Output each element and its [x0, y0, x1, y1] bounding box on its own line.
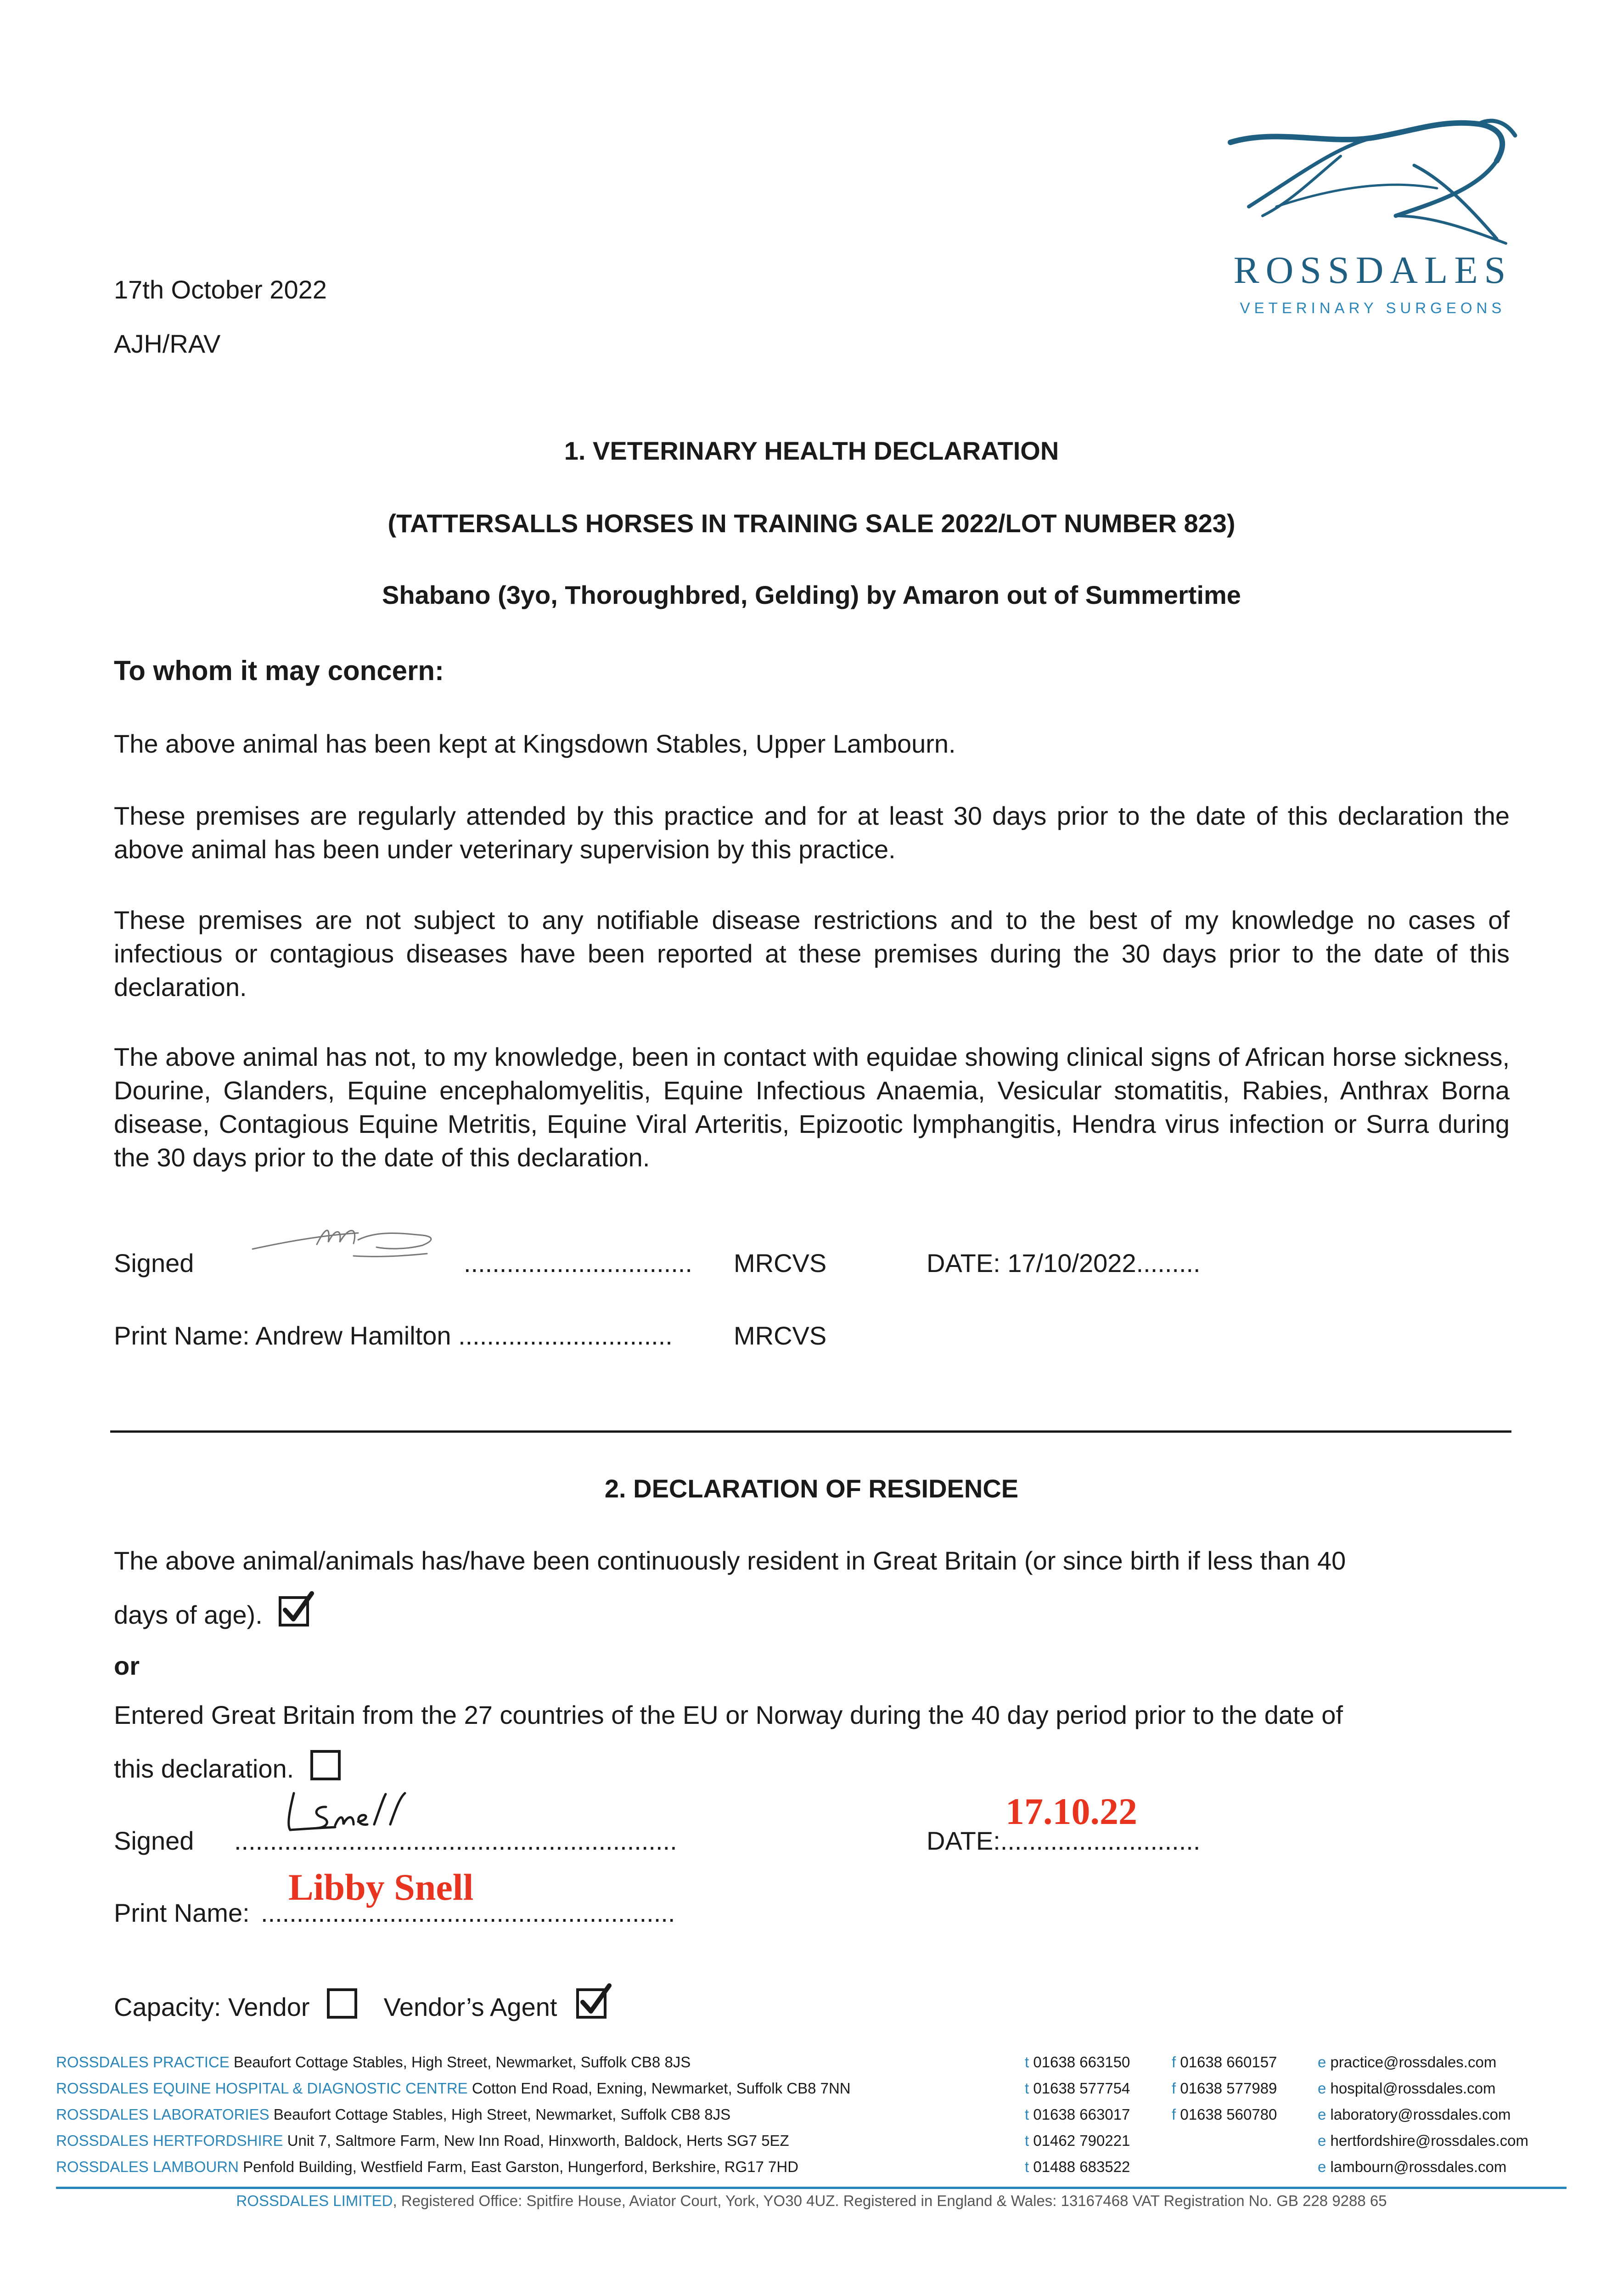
residence-line-2-text: days of age). — [114, 1600, 263, 1629]
rossdales-logo — [1221, 110, 1524, 331]
paragraph-supervision: These premises are regularly attended by this practice and for at least 30 days prior to the date of this declaration the above animal has been under veterinary supervision by this practice. — [114, 801, 1510, 864]
checkmark-icon — [577, 1983, 614, 2020]
fax-hospital: 01638 577989 — [1180, 2080, 1277, 2097]
vet-mrcvs-label: MRCVS — [734, 1249, 827, 1277]
footer-registered-office — [0, 2188, 1623, 2214]
limited-text: , Registered Office: Spitfire House, Aviator Court, York, YO30 4UZ. Registered in England & Wales: 13167468 VAT Registration No. GB 228 9288 65 — [393, 2192, 1387, 2209]
checkmark-icon — [280, 1591, 316, 1627]
footer-phone — [1025, 2101, 1130, 2127]
footer-phone — [1025, 2154, 1130, 2180]
email-practice[interactable]: practice@rossdales.com — [1330, 2054, 1497, 2071]
handwritten-name: Libby Snell — [288, 1866, 474, 1908]
fax-prefix: f — [1172, 2106, 1176, 2123]
paragraph-diseases: The above animal has not, to my knowledge, been in contact with equidae showing clinical signs of African horse sickness, Dourine, Glanders, Equine encephalomyelitis, Equine Infectious Anaemia, Vesicular stomatitis, Rabies, Anthrax Borna disease, Contagious Equine Metritis, Equine Viral Arteritis, Epizootic lymphangitis, Hendra virus infection or Surra during the 30 days prior to the date of this declaration. — [114, 1042, 1510, 1172]
vet-signature — [248, 1217, 459, 1267]
phone-hertfordshire: 01462 790221 — [1033, 2132, 1130, 2149]
vet-print-name: Print Name: Andrew Hamilton .............................. — [114, 1321, 673, 1350]
residence-line-2 — [114, 1596, 309, 1632]
footer-practice-address: Beaufort Cottage Stables, High Street, Newmarket, Suffolk CB8 8JS — [229, 2054, 691, 2071]
vendor-checkbox[interactable] — [327, 1988, 357, 2019]
agent-signed-dots: .............................................................. — [234, 1826, 677, 1855]
email-prefix: e — [1318, 2106, 1326, 2123]
footer-email — [1318, 2049, 1496, 2075]
paragraph-notifiable: These premises are not subject to any notifiable disease restrictions and to the best of my knowledge no cases of infectious or contagious diseases have been reported at these premises during the 30 days prior to the date of this declaration. — [114, 906, 1510, 1002]
footer-row — [56, 2154, 798, 2180]
footer-phone — [1025, 2075, 1130, 2101]
phone-lambourn: 01488 683522 — [1033, 2158, 1130, 2175]
vet-mrcvs-label-2: MRCVS — [734, 1321, 827, 1350]
entered-line-2-text: this declaration. — [114, 1754, 294, 1783]
email-prefix: e — [1318, 2132, 1326, 2149]
footer-practice-name: ROSSDALES PRACTICE — [56, 2054, 230, 2071]
fax-laboratories: 01638 560780 — [1180, 2106, 1277, 2123]
footer-row — [56, 2127, 789, 2154]
fax-prefix: f — [1172, 2080, 1176, 2097]
email-prefix: e — [1318, 2080, 1326, 2097]
email-hertfordshire[interactable]: hertfordshire@rossdales.com — [1330, 2132, 1529, 2149]
footer-laboratories-address: Beaufort Cottage Stables, High Street, Newmarket, Suffolk CB8 8JS — [269, 2106, 731, 2123]
entered-line-1: Entered Great Britain from the 27 countries of the EU or Norway during the 40 day period prior to the date of — [114, 1700, 1343, 1729]
section1-title: 1. VETERINARY HEALTH DECLARATION — [564, 436, 1059, 465]
email-prefix: e — [1318, 2054, 1326, 2071]
footer-email — [1318, 2075, 1496, 2101]
footer-lambourn-name: ROSSDALES LAMBOURN — [56, 2158, 239, 2175]
footer-fax — [1172, 2049, 1277, 2075]
horse-description: Shabano (3yo, Thoroughbred, Gelding) by Amaron out of Summertime — [382, 580, 1241, 609]
footer-row — [56, 2101, 730, 2127]
footer-row — [56, 2075, 851, 2101]
agent-date-label: DATE:............................ — [927, 1826, 1201, 1855]
section-divider — [110, 1430, 1511, 1433]
footer-laboratories-name: ROSSDALES LABORATORIES — [56, 2106, 270, 2123]
footer-lambourn-address: Penfold Building, Westfield Farm, East Garston, Hungerford, Berkshire, RG17 7HD — [238, 2158, 799, 2175]
footer-hertfordshire-address: Unit 7, Saltmore Farm, New Inn Road, Hinxworth, Baldock, Herts SG7 5EZ — [283, 2132, 789, 2149]
email-prefix: e — [1318, 2158, 1326, 2175]
email-lambourn[interactable]: lambourn@rossdales.com — [1330, 2158, 1507, 2175]
paragraph-premises: The above animal has been kept at Kingsdown Stables, Upper Lambourn. — [114, 729, 956, 758]
email-hospital[interactable]: hospital@rossdales.com — [1330, 2080, 1496, 2097]
handwritten-date: 17.10.22 — [1005, 1790, 1137, 1832]
footer-fax — [1172, 2075, 1277, 2101]
horse-logo-icon — [1221, 110, 1524, 248]
entered-line-2 — [114, 1750, 341, 1785]
vet-signed-dots: ................................ — [464, 1249, 692, 1277]
letter-reference: AJH/RAV — [114, 329, 221, 358]
footer-hertfordshire-name: ROSSDALES HERTFORDSHIRE — [56, 2132, 283, 2149]
residence-line-1: The above animal/animals has/have been continuously resident in Great Britain (or since birth if less than 40 — [114, 1546, 1346, 1575]
footer-hospital-name: ROSSDALES EQUINE HOSPITAL & DIAGNOSTIC CENTRE — [56, 2080, 468, 2097]
footer-fax — [1172, 2101, 1277, 2127]
fax-prefix: f — [1172, 2054, 1176, 2071]
footer — [0, 2049, 1623, 2233]
phone-laboratories: 01638 663017 — [1033, 2106, 1130, 2123]
footer-hospital-address: Cotton End Road, Exning, Newmarket, Suffolk CB8 7NN — [467, 2080, 851, 2097]
footer-email — [1318, 2127, 1528, 2154]
agent-signed-label: Signed — [114, 1826, 194, 1855]
footer-email — [1318, 2154, 1506, 2180]
entered-checkbox[interactable] — [310, 1750, 341, 1780]
agent-print-label: Print Name: — [114, 1898, 250, 1927]
section1-subtitle: (TATTERSALLS HORSES IN TRAINING SALE 2022/LOT NUMBER 823) — [387, 509, 1236, 538]
or-separator: or — [114, 1651, 140, 1680]
phone-prefix: t — [1025, 2106, 1029, 2123]
limited-name: ROSSDALES LIMITED — [236, 2192, 393, 2209]
resident-checkbox[interactable] — [279, 1596, 309, 1626]
email-laboratories[interactable]: laboratory@rossdales.com — [1330, 2106, 1511, 2123]
phone-practice: 01638 663150 — [1033, 2054, 1130, 2071]
letter-date: 17th October 2022 — [114, 275, 327, 304]
footer-phone — [1025, 2049, 1130, 2075]
phone-prefix: t — [1025, 2054, 1029, 2071]
vet-date: DATE: 17/10/2022......... — [927, 1249, 1201, 1277]
vet-signed-label: Signed — [114, 1249, 194, 1277]
vendor-agent-checkbox[interactable] — [576, 1988, 607, 2019]
logo-wordmark: ROSSDALES — [1233, 249, 1512, 292]
capacity-vendor-label: Capacity: Vendor — [114, 1992, 310, 2021]
logo-tagline: VETERINARY SURGEONS — [1240, 299, 1506, 316]
fax-practice: 01638 660157 — [1180, 2054, 1277, 2071]
phone-prefix: t — [1025, 2080, 1029, 2097]
footer-phone — [1025, 2127, 1130, 2154]
vendor-agent-label: Vendor’s Agent — [383, 1992, 557, 2021]
phone-prefix: t — [1025, 2132, 1029, 2149]
capacity-row — [114, 1988, 607, 2024]
footer-row — [56, 2049, 691, 2075]
footer-email — [1318, 2101, 1511, 2127]
agent-print-dots: .......................................................... — [261, 1898, 675, 1927]
phone-hospital: 01638 577754 — [1033, 2080, 1130, 2097]
phone-prefix: t — [1025, 2158, 1029, 2175]
salutation: To whom it may concern: — [114, 655, 444, 686]
section2-title: 2. DECLARATION OF RESIDENCE — [604, 1474, 1019, 1503]
